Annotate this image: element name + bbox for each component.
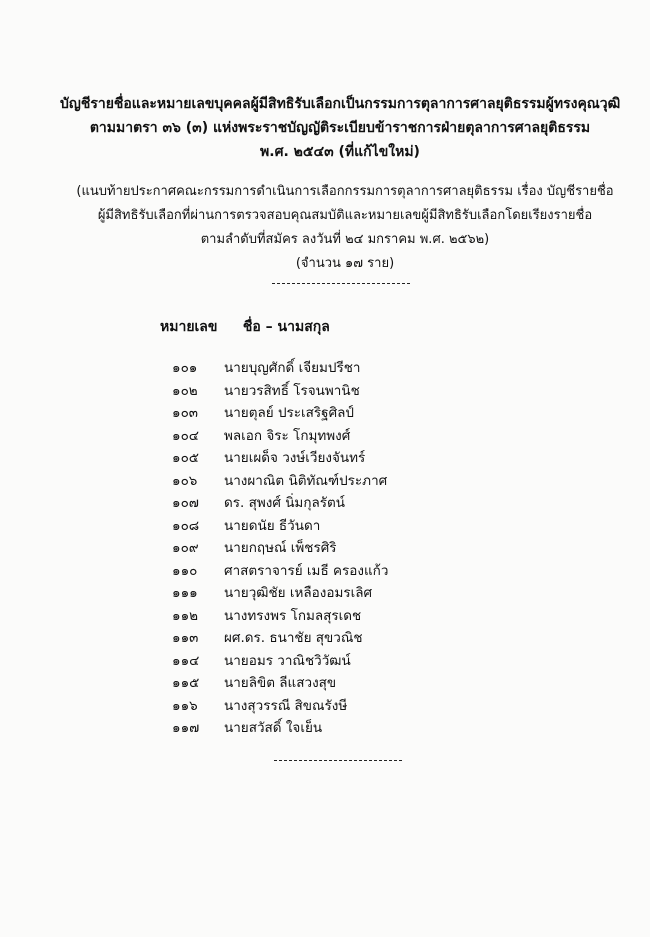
title-line: บัญชีรายชื่อและหมายเลขบุคคลผู้มีสิทธิรับเลือกเป็นกรรมการตุลาการศาลยุติธรรมผู้ทรงคุณวุฒิ — [60, 96, 621, 112]
candidate-name: ผศ.ดร. ธนาชัย สุขวณิช — [224, 630, 363, 646]
list-item — [172, 470, 388, 493]
subtitle-line: ตามลำดับที่สมัคร ลงวันที่ ๒๔ มกราคม พ.ศ. ๒๕๖๒) — [200, 232, 490, 247]
candidate-number: ๑๑๔ — [172, 652, 200, 669]
candidate-name: นายบุญศักดิ์ เจียมปรีชา — [224, 360, 361, 376]
list-header — [160, 316, 330, 338]
candidate-number: ๑๑๑ — [172, 585, 198, 601]
candidate-number: ๑๐๑ — [172, 360, 198, 376]
document-title — [60, 92, 620, 164]
document-subtitle — [60, 180, 630, 276]
candidate-name: พลเอก จิระ โกมุทพงศ์ — [224, 427, 351, 444]
list-item — [172, 560, 388, 583]
candidate-list — [172, 357, 388, 740]
candidate-number: ๑๐๗ — [172, 495, 199, 511]
candidate-number: ๑๑๐ — [172, 562, 198, 579]
title-line: ตามมาตรา ๓๖ (๓) แห่งพระราชบัญญัติระเบียบข้าราชการฝ่ายตุลาการศาลยุติธรรม — [89, 120, 591, 136]
candidate-number: ๑๑๖ — [172, 697, 198, 714]
candidate-number: ๑๑๗ — [172, 720, 200, 736]
list-item — [172, 537, 388, 560]
candidate-name: นายลิขิต ลีแสวงสุข — [224, 675, 337, 691]
candidate-number: ๑๐๓ — [172, 405, 199, 421]
list-item — [172, 425, 388, 448]
candidate-name: นายตุลย์ ประเสริฐศิลป์ — [224, 405, 354, 421]
divider-top — [272, 283, 410, 284]
candidate-name: นางผาณิต นิติทัณฑ์ประภาศ — [224, 472, 388, 489]
candidate-number: ๑๐๒ — [172, 382, 198, 399]
list-item — [172, 515, 388, 538]
list-item — [172, 492, 388, 515]
candidate-name: นายดนัย ธีวันดา — [224, 517, 321, 534]
list-item — [172, 357, 388, 380]
candidate-name: ดร. สุพงศ์ นิ่มกุลรัตน์ — [224, 495, 346, 511]
candidate-name: นายวรสิทธิ์ โรจนพานิช — [224, 382, 360, 399]
candidate-number: ๑๑๕ — [172, 675, 200, 691]
candidate-number: ๑๑๓ — [172, 630, 199, 646]
candidate-number: ๑๐๕ — [172, 450, 200, 466]
subtitle-line: (จำนวน ๑๗ ราย) — [295, 256, 395, 271]
name-column-header: ชื่อ – นามสกุล — [242, 319, 330, 335]
title-line: พ.ศ. ๒๕๔๓ (ที่แก้ไขใหม่) — [260, 144, 420, 160]
list-item — [172, 402, 388, 425]
subtitle-line: (แนบท้ายประกาศคณะกรรมการดำเนินการเลือกกรรมการตุลาการศาลยุติธรรม เรื่อง บัญชีรายชื่อ — [76, 184, 614, 199]
list-item — [172, 627, 388, 650]
candidate-name: นายสวัสดิ์ ใจเย็น — [224, 720, 323, 736]
list-item — [172, 605, 388, 628]
list-item — [172, 380, 388, 403]
candidate-number: ๑๐๙ — [172, 540, 199, 556]
candidate-name: นายกฤษณ์ เพ็ชรศิริ — [224, 540, 337, 556]
candidate-number: ๑๐๘ — [172, 517, 200, 534]
candidate-name: นางทรงพร โกมลสุรเดช — [224, 607, 362, 624]
list-item — [172, 447, 388, 470]
candidate-name: นายอมร วาณิชวิวัฒน์ — [224, 652, 351, 669]
candidate-name: นายวุฒิชัย เหลืองอมรเลิศ — [224, 585, 373, 601]
list-item — [172, 717, 388, 740]
candidate-name: นายเผด็จ วงษ์เวียงจันทร์ — [224, 450, 366, 466]
candidate-name: ศาสตราจารย์ เมธี ครองแก้ว — [224, 562, 389, 579]
list-item — [172, 672, 388, 695]
candidate-number: ๑๐๔ — [172, 427, 200, 444]
list-item — [172, 695, 388, 718]
list-item — [172, 582, 388, 605]
candidate-number: ๑๐๖ — [172, 472, 198, 489]
candidate-number: ๑๑๒ — [172, 607, 199, 624]
divider-bottom — [274, 760, 402, 761]
subtitle-line: ผู้มีสิทธิรับเลือกที่ผ่านการตรวจสอบคุณสมบัติและหมายเลขผู้มีสิทธิรับเลือกโดยเรียงรายชื่อ — [97, 208, 593, 223]
number-column-header: หมายเลข — [160, 319, 218, 335]
list-item — [172, 650, 388, 673]
candidate-name: นางสุวรรณี สิขณรังษี — [224, 697, 348, 714]
